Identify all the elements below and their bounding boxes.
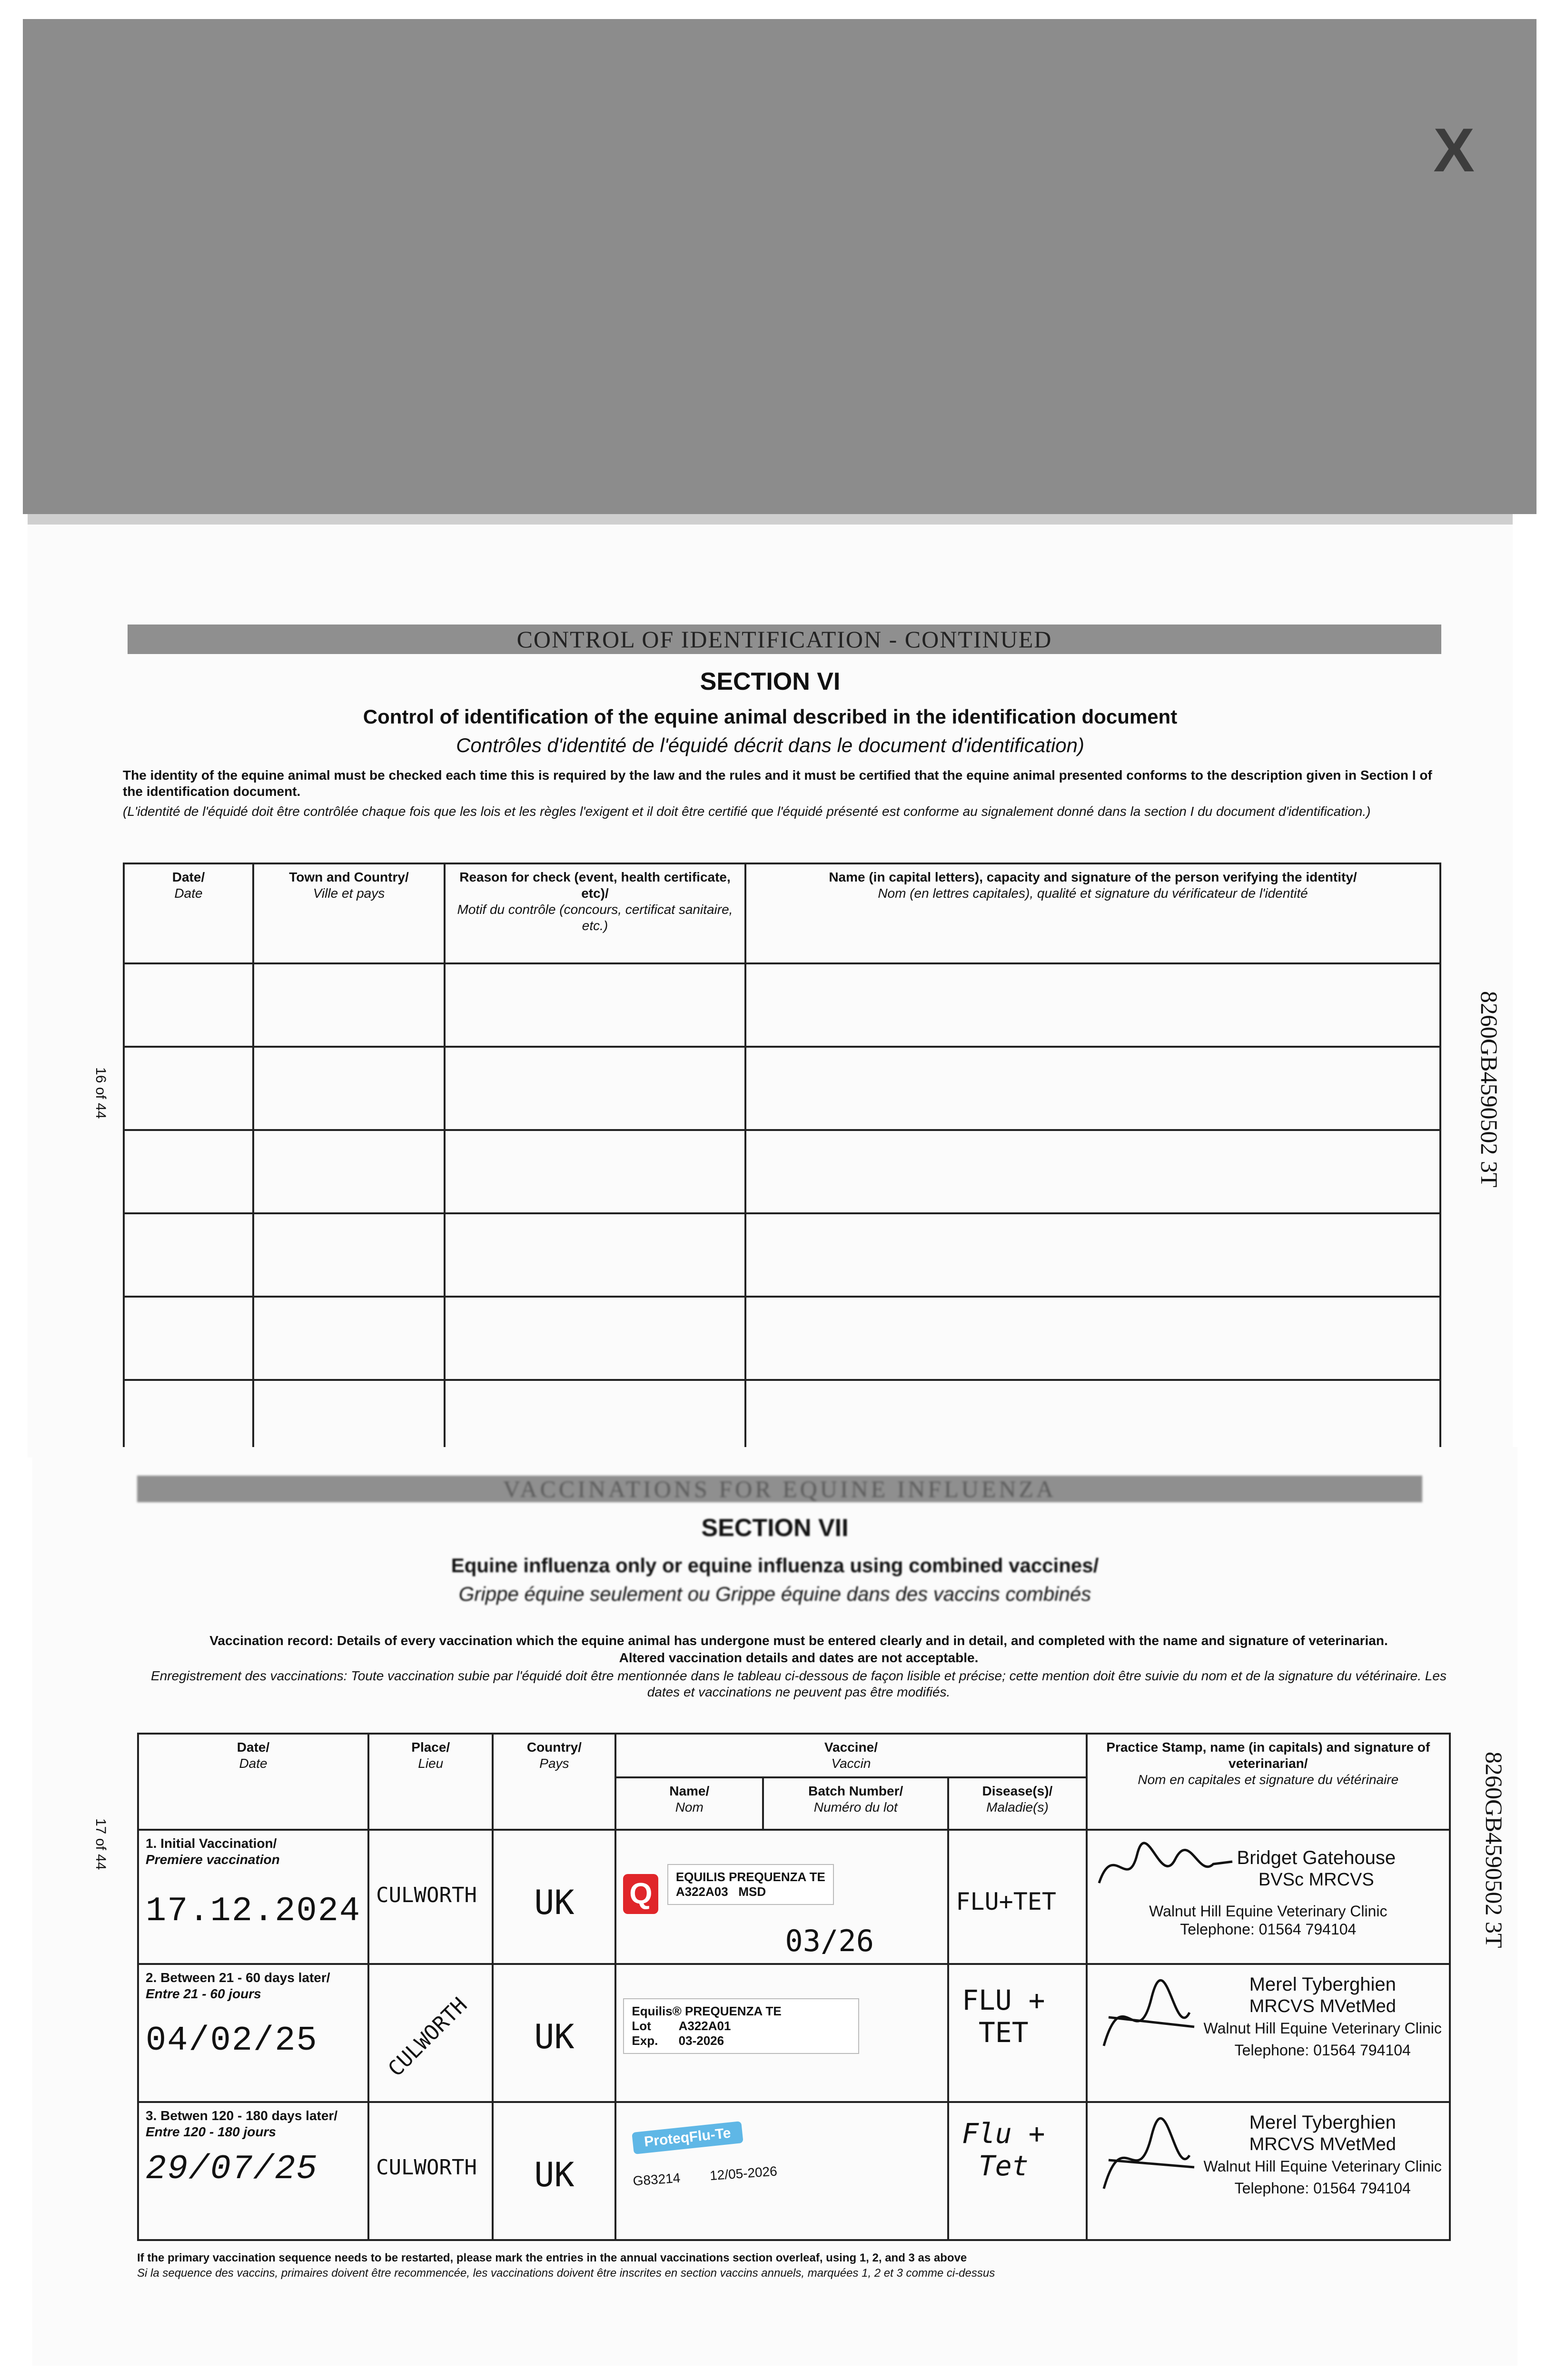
- row-1-stamp-cell: [1087, 1830, 1450, 1964]
- vaccination-record-en: Vaccination record: Details of every vaccination which the equine animal has undergone must be entered clearly and in detail, and completed with the name and signature of veterinarian.: [209, 1633, 1388, 1648]
- row-2-country-cell: [493, 1964, 615, 2102]
- vet-signature-1: [1094, 1835, 1237, 1902]
- row-2-stamp-cell: [1087, 1964, 1450, 2102]
- table-row: [124, 1130, 1440, 1213]
- page-section-vi: [28, 514, 1513, 1458]
- col-date-header: Date/ Date: [124, 863, 253, 963]
- col-country-header: Country/ Pays: [493, 1734, 615, 1830]
- row-2-disease-cell: [948, 1964, 1086, 2102]
- section-vi-title-fr: Contrôles d'identité de l'équidé décrit dans le document d'identification): [456, 734, 1084, 756]
- row-1-expiry: 03/26: [785, 1923, 874, 1958]
- passport-id-side: 8260GB4590502 3T: [1476, 991, 1503, 1188]
- col-place-header: Place/ Lieu: [368, 1734, 493, 1830]
- row-1-date-cell: [138, 1830, 368, 1964]
- cover-mark: X: [1433, 115, 1475, 185]
- row-3-label-fr: Entre 120 - 180 jours: [146, 2124, 276, 2139]
- section-vi-banner: CONTROL OF IDENTIFICATION - CONTINUED: [128, 625, 1441, 654]
- col-reason-header: Reason for check (event, health certificate, etc)/ Motif du contrôle (concours, certificat sanitaire, etc.): [445, 863, 745, 963]
- row-2-date-cell: [138, 1964, 368, 2102]
- vet-stamp-2: Merel Tyberghien MRCVS MVetMed Walnut Hill Equine Veterinary Clinic Telephone: 01564 794104: [1203, 1973, 1442, 2059]
- row-1-country-cell: [493, 1830, 615, 1964]
- row-3-date: 29/07/25: [146, 2149, 318, 2189]
- section-vii-heading: SECTION VII: [701, 1514, 849, 1542]
- vaccination-row-3: [138, 2102, 1450, 2240]
- row-1-country: UK: [534, 1883, 575, 1922]
- q-logo-icon: Q: [623, 1874, 658, 1914]
- page-number: 16 of 44: [93, 1067, 109, 1119]
- row-3-disease: Flu + Tet: [961, 2117, 1045, 2182]
- row-1-phone: Telephone: 01564 794104: [1180, 1921, 1357, 1938]
- row-3-place-cell: [368, 2102, 493, 2240]
- row-3-disease-cell: [948, 2102, 1086, 2240]
- passport-id-side: 8260GB4590502 3T: [1481, 1752, 1507, 1948]
- section-vii-banner: VACCINATIONS FOR EQUINE INFLUENZA: [137, 1476, 1422, 1502]
- table-row: [124, 1047, 1440, 1130]
- row-2-label-fr: Entre 21 - 60 jours: [146, 1986, 261, 2001]
- vaccine-sticker-1: EQUILIS PREQUENZA TE A322A03 MSD: [667, 1864, 834, 1905]
- vaccination-table: [137, 1733, 1451, 2241]
- section-vii-title-fr: Grippe équine seulement ou Grippe équine dans des vaccins combinés: [458, 1583, 1091, 1605]
- row-3-place: CULWORTH: [376, 2155, 477, 2180]
- row-3-stamp-cell: [1087, 2102, 1450, 2240]
- section-vi-title-en: Control of identification of the equine animal described in the identification document: [363, 705, 1178, 728]
- col-batch-header: Batch Number/ Numéro du lot: [763, 1777, 948, 1830]
- vaccine-sticker-3: G83214 12/05-2026: [633, 2163, 778, 2189]
- vet-stamp-3: Merel Tyberghien MRCVS MVetMed Walnut Hill Equine Veterinary Clinic Telephone: 01564 794104: [1203, 2112, 1442, 2197]
- row-2-country: UK: [534, 2017, 575, 2056]
- row-3-country-cell: [493, 2102, 615, 2240]
- page-number: 17 of 44: [93, 1818, 109, 1870]
- identification-check-table: [123, 863, 1441, 1464]
- vaccination-record-note: Altered vaccination details and dates are not acceptable.: [619, 1650, 979, 1665]
- col-verifier-header: Name (in capital letters), capacity and signature of the person verifying the identity/ Nom (en lettres capitales), qualité et signature du vérificateur de l'identité: [745, 863, 1440, 963]
- col-date-header: Date/ Date: [138, 1734, 368, 1830]
- row-2-place: CULWORTH: [383, 1993, 472, 2082]
- row-1-disease: FLU+TET: [956, 1888, 1056, 1915]
- vet-signature-3: [1094, 2108, 1204, 2203]
- page-section-vii: [32, 1447, 1517, 2366]
- section-vi-heading: SECTION VI: [700, 668, 841, 695]
- col-town-header: Town and Country/ Ville et pays: [253, 863, 445, 963]
- row-1-disease-cell: [948, 1830, 1086, 1964]
- vaccination-record-fr: Enregistrement des vaccinations: Toute vaccination subie par l'équidé doit être mentionnée dans le tableau ci-dessous de façon lisible et précise; cette mention doit être suivie du nom et de la signature du vétérinaire. Les dates et vaccinations ne peuvent pas être modifiés.: [151, 1668, 1447, 1699]
- row-1-place: CULWORTH: [376, 1883, 477, 1907]
- col-vaccine-header: Vaccine/ Vaccin: [615, 1734, 1086, 1777]
- vaccination-row-1: [138, 1830, 1450, 1964]
- table-row: [124, 963, 1440, 1047]
- col-vaccine-name-header: Name/ Nom: [615, 1777, 763, 1830]
- row-3-vaccine-cell: [615, 2102, 948, 2240]
- footer-note-fr: Si la sequence des vaccins, primaires doivent être recommencée, les vaccinations doivent être inscrites en section vaccins annuels, marquées 1, 2 et 3 comme ci-dessus: [137, 2267, 995, 2280]
- row-1-place-cell: [368, 1830, 493, 1964]
- col-disease-header: Disease(s)/ Maladie(s): [948, 1777, 1086, 1830]
- table-row: [124, 1297, 1440, 1380]
- row-3-date-cell: [138, 2102, 368, 2240]
- col-stamp-header: Practice Stamp, name (in capitals) and signature of veterinarian/ Nom en capitales et signature du vétérinaire: [1087, 1734, 1450, 1830]
- proteq-sticker-logo: ProteqFlu-Te: [632, 2121, 743, 2154]
- row-2-vaccine-cell: [615, 1964, 948, 2102]
- vet-stamp-1: Bridget Gatehouse BVSc MRCVS: [1237, 1847, 1396, 1890]
- section-vi-instructions-fr: (L'identité de l'équidé doit être contrôlée chaque fois que les lois et les règles l'exigent et il doit être certifié que l'équidé présenté est conforme au signalement donné dans la section I du document d'identification.): [123, 804, 1371, 819]
- section-vi-instructions-en: The identity of the equine animal must be checked each time this is required by the law and the rules and it must be certified that the equine animal presented conforms to the description given in Section I of the identification document.: [123, 768, 1432, 799]
- row-1-vaccine-cell: [615, 1830, 948, 1964]
- footer-note-en: If the primary vaccination sequence needs to be restarted, please mark the entries in the annual vaccinations section overleaf, using 1, 2, and 3 as above: [137, 2251, 967, 2264]
- vet-signature-2: [1094, 1970, 1204, 2065]
- vaccine-sticker-2: Equilis® PREQUENZA TE Lot A322A01 Exp. 03-2026: [623, 1998, 859, 2054]
- table-row: [124, 1213, 1440, 1297]
- row-2-disease: FLU + TET: [961, 1983, 1045, 2049]
- passport-cover: [23, 19, 1536, 514]
- row-1-clinic: Walnut Hill Equine Veterinary Clinic: [1149, 1903, 1388, 1920]
- row-3-label: 3. Betwen 120 - 180 days later/: [146, 2108, 338, 2123]
- row-1-label-fr: Premiere vaccination: [146, 1852, 280, 1867]
- row-2-date: 04/02/25: [146, 2021, 318, 2060]
- section-vii-title-en: Equine influenza only or equine influenza using combined vaccines/: [451, 1554, 1099, 1577]
- row-1-label: 1. Initial Vaccination/: [146, 1836, 277, 1851]
- row-1-date: 17.12.2024: [146, 1892, 361, 1931]
- row-2-label: 2. Between 21 - 60 days later/: [146, 1970, 330, 1985]
- vaccination-row-2: [138, 1964, 1450, 2102]
- row-3-country: UK: [534, 2155, 575, 2194]
- row-2-place-cell: [368, 1964, 493, 2102]
